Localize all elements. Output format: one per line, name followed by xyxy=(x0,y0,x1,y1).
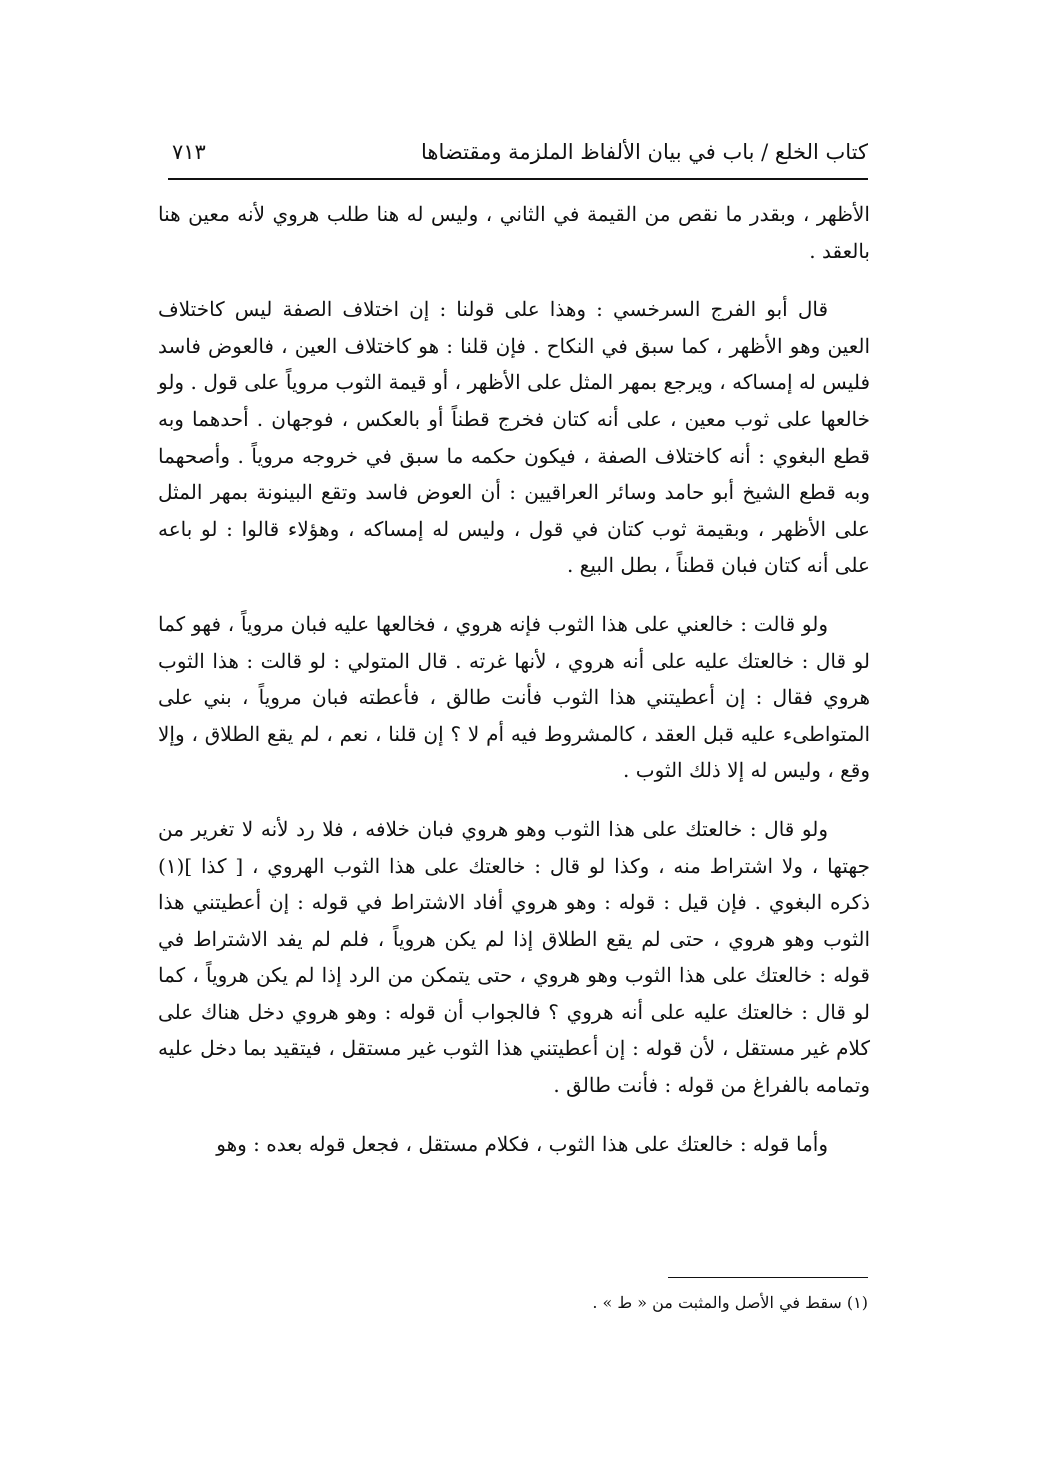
paragraph-2: قال أبو الفرج السرخسي : وهذا على قولنا : إن اختلاف الصفة ليس كاختلاف العين وهو الأظهر ، كما سبق في النكاح . فإن قلنا : هو كاختلاف العين ، فالعوض فاسد فليس له إمساكه ، ويرجع بمهر المثل على الأظهر ، أو قيمة الثوب مروياً على قول . ولو خالعها على ثوب معين ، على أنه كتان فخرج قطناً أو بالعكس ، فوجهان . أحدهما وبه قطع البغوي : أنه كاختلاف الصفة ، فيكون حكمه ما سبق في خروجه مروياً . وأصحهما وبه قطع الشيخ أبو حامد وسائر العراقيين : أن العوض فاسد وتقع البينونة بمهر المثل على الأظهر ، وبقيمة ثوب كتان في قول ، وليس له إمساكه ، وهؤلاء قالوا : لو باعه على أنه كتان فبان قطناً ، بطل البيع . xyxy=(158,297,871,578)
paragraph-4: ولو قال : خالعتك على هذا الثوب وهو هروي فبان خلافه ، فلا رد لأنه لا تغرير من جهتها ، ولا اشتراط منه ، وكذا لو قال : خالعتك على هذا الثوب الهروي ، [ كذا ](١) ذكره البغوي . فإن قيل : قوله : وهو هروي أفاد الاشتراط في قوله : إن أعطيتني هذا الثوب وهو هروي ، حتى لم يقع الطلاق إذا لم يكن هروياً ، فلم لم يفد الاشتراط في قوله : خالعتك على هذا الثوب وهو هروي ، حتى يتمكن من الرد إذا لم يكن هروياً ، كما لو قال : خالعتك عليه على أنه هروي ؟ فالجواب أن قوله : وهو هروي دخل هناك على كلام غير مستقل ، لأن قوله : إن أعطيتني هذا الثوب غير مستقل ، فيتقيد بما دخل عليه وتمامه بالفراغ من قوله : فأنت طالق . xyxy=(158,816,870,1098)
paragraph-3: ولو قالت : خالعني على هذا الثوب فإنه هروي ، فخالعها عليه فبان مروياً ، فهو كما لو قال : خالعتك عليه على أنه هروي ، لأنها غرته . قال المتولي : لو قالت : هذا الثوب هروي فقال : إن أعطيتني هذا الثوب فأنت طالق ، فأعطته فبان مروياً ، بني على المتواطىء عليه قبل العقد ، كالمشروط فيه أم لا ؟ إن قلنا ، نعم ، لم يقع الطلاق ، وإلا وقع ، وليس له إلا ذلك الثوب . xyxy=(158,611,871,783)
running-header xyxy=(168,136,868,176)
footnote-rule xyxy=(668,1277,868,1278)
chapter-title: كتاب الخلع / باب في بيان الألفاظ الملزمة ومقتضاها xyxy=(421,140,868,164)
header-rule xyxy=(168,178,868,180)
paragraph-1: الأظهر ، وبقدر ما نقص من القيمة في الثاني ، وليس له هنا طلب هروي لأنه معين هنا بالعقد . xyxy=(158,202,870,263)
page-number: ٧١٣ xyxy=(172,140,206,164)
footnote: (١) سقط في الأصل والمثبت من « ط » . xyxy=(592,1293,868,1312)
body-text xyxy=(158,196,870,1184)
paragraph-5: وأما قوله : خالعتك على هذا الثوب ، فكلام مستقل ، فجعل قوله بعده : وهو xyxy=(216,1131,828,1156)
